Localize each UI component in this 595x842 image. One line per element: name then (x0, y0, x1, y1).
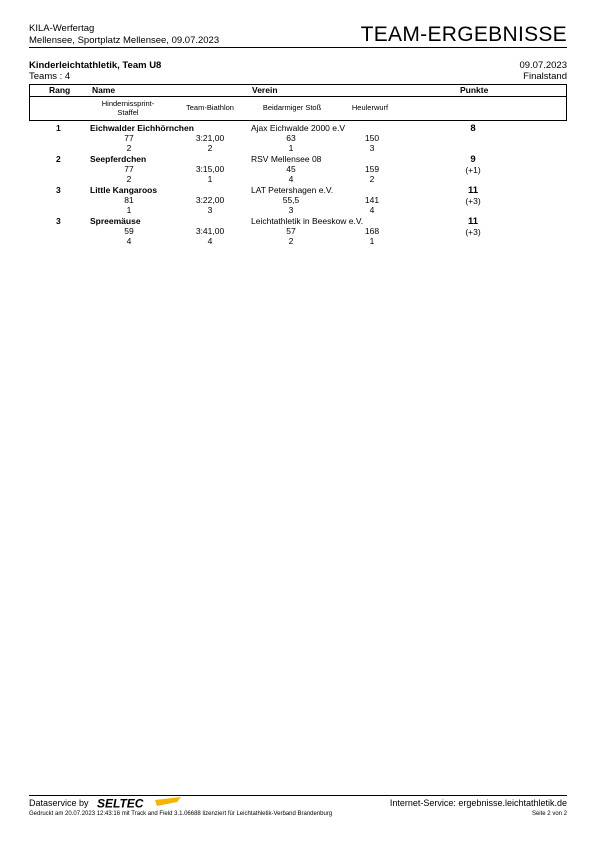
result-biathlon: 3:41,00 (195, 226, 225, 236)
team-tiebreak: (+1) (465, 165, 481, 175)
place-hindernissprint: 2 (126, 174, 132, 184)
result-hindernissprint: 81 (124, 195, 134, 205)
team-points: 8 (470, 123, 476, 134)
place-stoss: 2 (288, 236, 294, 246)
result-biathlon: 3:21,00 (195, 133, 225, 143)
result-heulerwurf: 141 (364, 195, 380, 205)
team-name: Spreemäuse (90, 216, 141, 226)
place-hindernissprint: 1 (126, 205, 132, 215)
place-biathlon: 4 (207, 236, 213, 246)
place-stoss: 4 (288, 174, 294, 184)
seltec-logo (97, 796, 181, 810)
dataservice-label: Dataservice by (29, 798, 89, 808)
team-club: Leichtathletik in Beeskow e.V. (251, 216, 364, 226)
team-name: Eichwalder Eichhörnchen (90, 123, 194, 133)
column-disc-heulerwurf: Heulerwurf (351, 103, 389, 112)
team-row (0, 123, 595, 153)
result-hindernissprint: 77 (124, 133, 134, 143)
place-hindernissprint: 2 (126, 143, 132, 153)
place-heulerwurf: 4 (369, 205, 375, 215)
team-row (0, 216, 595, 246)
team-club: Ajax Eichwalde 2000 e.V (251, 123, 346, 133)
place-heulerwurf: 2 (369, 174, 375, 184)
place-heulerwurf: 3 (369, 143, 375, 153)
team-rank: 1 (56, 123, 61, 133)
column-disc-hindernissprint: Hindernissprint- Staffel (101, 99, 155, 117)
result-biathlon: 3:22,00 (195, 195, 225, 205)
result-biathlon: 3:15,00 (195, 164, 225, 174)
team-rank: 3 (56, 185, 61, 195)
header-divider (29, 47, 567, 48)
place-heulerwurf: 1 (369, 236, 375, 246)
seltec-logo-swoosh (155, 797, 181, 806)
team-rank: 2 (56, 154, 61, 164)
result-stoss: 63 (286, 133, 296, 143)
place-stoss: 3 (288, 205, 294, 215)
column-header-divider (30, 96, 566, 97)
column-name: Name (92, 85, 116, 95)
place-biathlon: 3 (207, 205, 213, 215)
result-hindernissprint: 59 (124, 226, 134, 236)
seltec-logo-graphic (97, 796, 181, 810)
internet-service: Internet-Service: ergebnisse.leichtathletik.de (389, 798, 567, 808)
result-heulerwurf: 159 (364, 164, 380, 174)
team-rank: 3 (56, 216, 61, 226)
place-biathlon: 1 (207, 174, 213, 184)
column-verein: Verein (252, 85, 278, 95)
result-hindernissprint: 77 (124, 164, 134, 174)
seltec-logo-text: SELTEC (97, 796, 144, 810)
place-biathlon: 2 (207, 143, 213, 153)
team-club: RSV Mellensee 08 (251, 154, 322, 164)
column-disc-biathlon: Team-Biathlon (186, 103, 234, 112)
column-punkte: Punkte (460, 85, 489, 95)
result-heulerwurf: 168 (364, 226, 380, 236)
team-tiebreak: (+3) (465, 196, 481, 206)
team-points: 11 (467, 216, 479, 227)
print-info: Gedruckt am 20.07.2023 12:43:16 mit Track and Field 3.1.06688 lizenziert für Leichtathletik-Verband Brandenburg (29, 811, 333, 817)
team-club: LAT Petershagen e.V. (251, 185, 334, 195)
column-disc-stoss: Beidarmiger Stoß (262, 103, 322, 112)
page-number: Seite 2 von 2 (531, 811, 567, 817)
document-title: TEAM-ERGEBNISSE (360, 23, 567, 46)
team-points: 9 (470, 154, 476, 165)
place-stoss: 1 (288, 143, 294, 153)
team-name: Seepferdchen (90, 154, 147, 164)
team-row (0, 154, 595, 184)
result-stoss: 45 (286, 164, 296, 174)
competition-title: Kinderleichtathletik, Team U8 (29, 60, 162, 71)
team-name: Little Kangaroos (90, 185, 158, 195)
teams-count: Teams : 4 (29, 71, 71, 82)
result-stoss: 57 (286, 226, 296, 236)
result-heulerwurf: 150 (364, 133, 380, 143)
result-status: Finalstand (523, 71, 567, 82)
result-stoss: 55,5 (282, 195, 300, 205)
competition-date: 09.07.2023 (519, 60, 567, 71)
place-hindernissprint: 4 (126, 236, 132, 246)
team-row (0, 185, 595, 215)
event-name: KILA-Werfertag (29, 23, 95, 34)
column-header (29, 84, 567, 121)
column-rang: Rang (49, 85, 71, 95)
team-points: 11 (467, 185, 479, 196)
event-location-date: Mellensee, Sportplatz Mellensee, 09.07.2023 (29, 35, 220, 46)
team-tiebreak: (+3) (465, 227, 481, 237)
